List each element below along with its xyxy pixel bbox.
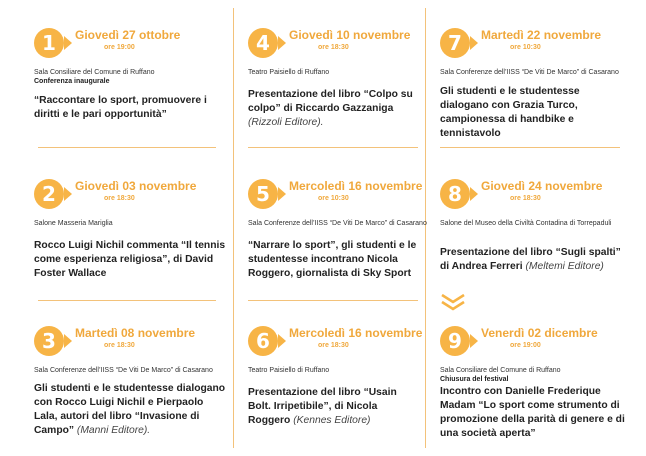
row-divider [38, 300, 216, 301]
event-7 [440, 26, 635, 141]
row-divider [248, 300, 418, 301]
event-description [440, 85, 620, 141]
event-number-badge: 3 [34, 326, 64, 356]
event-publisher: (Kennes Editore) [293, 415, 371, 426]
event-description-text: Gli studenti e le studentesse dialogano con Grazia Turco, campionessa di handbike e tennistavolo [440, 86, 580, 139]
arrow-right-icon [278, 187, 286, 201]
event-venue: Salone del Museo della Civiltà Contadina di Torrepaduli [440, 220, 612, 227]
column-divider-1 [233, 8, 234, 448]
event-description-text: Presentazione del libro “Usain Bolt. Irripetibile”, di Nicola Roggero [248, 387, 397, 426]
event-6 [248, 324, 443, 428]
event-description-text: “Narrare lo sport”, gli studenti e le studentesse incontrano Nicola Roggero, giornalista di Sky Sport [248, 240, 417, 279]
event-tag: Conferenza inaugurale [34, 78, 110, 85]
event-description [34, 94, 229, 122]
arrow-right-icon [470, 334, 478, 348]
event-venue: Sala Conferenze dell’IISS “De Viti De Marco” di Casarano [248, 220, 427, 227]
arrow-right-icon [64, 187, 72, 201]
event-number-badge: 6 [248, 326, 278, 356]
row-divider [38, 147, 216, 148]
event-time: ore 19:00 [104, 44, 135, 51]
event-time: ore 10:30 [510, 44, 541, 51]
event-date: Giovedì 24 novembre [481, 179, 603, 193]
event-number-badge: 4 [248, 28, 278, 58]
event-description-text: Rocco Luigi Nichil commenta “Il tennis come esperienza religiosa”, di David Foster Wallace [34, 240, 226, 279]
event-number-badge: 9 [440, 326, 470, 356]
event-date: Venerdì 02 dicembre [481, 326, 598, 340]
event-description [440, 385, 625, 441]
event-venue: Sala Consiliare del Comune di Ruffano [34, 69, 155, 76]
event-description [248, 239, 418, 281]
event-venue: Salone Masseria Mariglia [34, 220, 113, 227]
event-description [34, 382, 229, 438]
event-description-text: Presentazione del libro “Sugli spalti” di Andrea Ferreri [440, 247, 621, 272]
event-number-badge: 8 [440, 179, 470, 209]
chevron-down-icon [441, 294, 465, 312]
event-date: Martedì 22 novembre [481, 28, 602, 42]
event-venue: Sala Conferenze dell’IISS “De Viti De Marco” di Casarano [34, 367, 213, 374]
arrow-right-icon [470, 187, 478, 201]
event-tag: Chiusura del festival [440, 376, 509, 383]
event-2 [34, 177, 229, 281]
event-time: ore 18:30 [104, 195, 135, 202]
arrow-right-icon [278, 334, 286, 348]
event-description-text: Gli studenti e le studentesse dialogano con Rocco Luigi Nichil e Pierpaolo Lala, autori del libro “Invasione di Campo” [34, 383, 226, 436]
event-number-badge: 2 [34, 179, 64, 209]
event-description-text: Presentazione del libro “Colpo su colpo” di Riccardo Gazzaniga [248, 89, 413, 114]
event-venue: Teatro Paisiello di Ruffano [248, 69, 330, 76]
event-description-text: “Raccontare lo sport, promuovere i diritti e le pari opportunità” [34, 95, 207, 120]
event-4 [248, 26, 443, 130]
event-time: ore 18:30 [510, 195, 541, 202]
event-publisher: (Rizzoli Editore). [248, 117, 324, 128]
row-divider [248, 147, 418, 148]
event-date: Giovedì 03 novembre [75, 179, 197, 193]
event-venue: Sala Consiliare del Comune di Ruffano [440, 367, 561, 374]
arrow-right-icon [278, 36, 286, 50]
event-date: Martedì 08 novembre [75, 326, 196, 340]
event-description [34, 239, 229, 281]
event-venue: Sala Conferenze dell’IISS “De Viti De Marco” di Casarano [440, 69, 619, 76]
event-3 [34, 324, 229, 438]
event-date: Giovedì 10 novembre [289, 28, 411, 42]
event-venue: Teatro Paisiello di Ruffano [248, 367, 330, 374]
arrow-right-icon [64, 36, 72, 50]
arrow-right-icon [64, 334, 72, 348]
event-publisher: (Manni Editore). [76, 425, 151, 436]
event-1 [34, 26, 229, 122]
event-time: ore 18:30 [104, 342, 135, 349]
row-divider [440, 147, 620, 148]
event-description [440, 246, 630, 274]
event-number-badge: 5 [248, 179, 278, 209]
event-description-text: Incontro con Danielle Frederique Madam “Lo sport come strumento di promozione della parità di genere e di una società aperta” [440, 386, 625, 439]
event-number-badge: 7 [440, 28, 470, 58]
event-time: ore 10:30 [318, 195, 349, 202]
event-time: ore 18:30 [318, 44, 349, 51]
event-8 [440, 177, 635, 274]
event-9 [440, 324, 635, 441]
event-date: Mercoledì 16 novembre [289, 179, 423, 193]
event-date: Giovedì 27 ottobre [75, 28, 181, 42]
event-date: Mercoledì 16 novembre [289, 326, 423, 340]
event-description [248, 386, 418, 428]
event-time: ore 19:00 [510, 342, 541, 349]
arrow-right-icon [470, 36, 478, 50]
event-publisher: (Meltemi Editore) [525, 261, 604, 272]
event-time: ore 18:30 [318, 342, 349, 349]
event-description [248, 88, 418, 130]
event-5 [248, 177, 443, 281]
event-number-badge: 1 [34, 28, 64, 58]
